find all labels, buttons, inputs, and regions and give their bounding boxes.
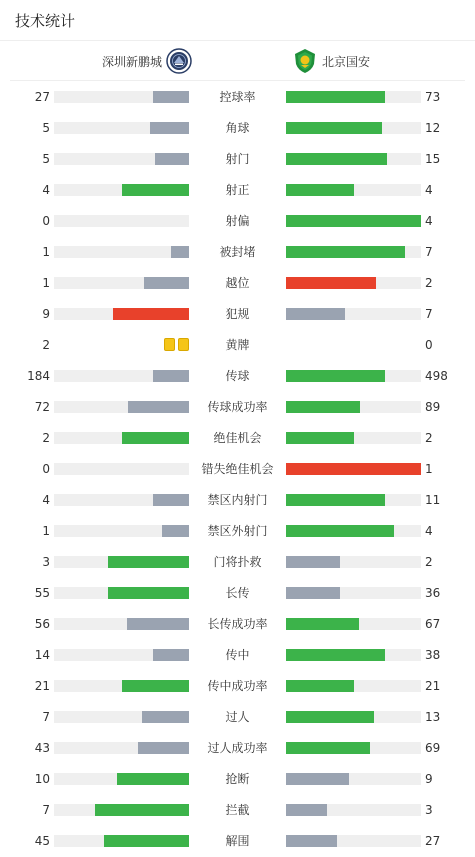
- away-stat-bar: [286, 277, 376, 289]
- away-stat-bar: [286, 122, 382, 134]
- home-stat-bar-track: [54, 91, 189, 103]
- stat-label: 长传: [225, 586, 250, 600]
- away-stat-bar-track: [286, 556, 421, 568]
- home-stat-bar-track: [54, 649, 189, 661]
- home-stat-bar: [117, 773, 189, 785]
- stat-row: [0, 764, 475, 795]
- stat-label: 控球率: [219, 90, 256, 104]
- away-stat-bar-track: [286, 773, 421, 785]
- home-stat-bar-track: [54, 618, 189, 630]
- yellow-card-icon: [178, 338, 189, 351]
- home-stat-bar-track: [54, 773, 189, 785]
- away-stat-bar-track: [286, 463, 421, 475]
- home-stat-bar: [171, 246, 189, 258]
- home-stat-value: 1: [42, 524, 50, 538]
- stat-label: 过人成功率: [207, 741, 268, 755]
- away-stat-bar: [286, 370, 385, 382]
- away-team-name: 北京国安: [322, 54, 371, 69]
- stat-label: 犯规: [225, 307, 250, 321]
- home-team-name: 深圳新鹏城: [101, 54, 162, 69]
- away-stat-bar-track: [286, 711, 421, 723]
- away-stat-value: 498: [425, 369, 448, 383]
- away-stat-value: 2: [425, 431, 433, 445]
- home-stat-bar-track: [54, 401, 189, 413]
- home-stat-bar: [144, 277, 189, 289]
- stat-row: [0, 237, 475, 268]
- stat-label: 解围: [225, 834, 250, 848]
- home-stat-bar-track: [54, 153, 189, 165]
- home-stat-bar: [162, 525, 189, 537]
- home-stat-bar-track: [54, 370, 189, 382]
- home-stat-bar: [128, 401, 189, 413]
- away-stat-bar-track: [286, 153, 421, 165]
- home-stat-bar-track: [54, 463, 189, 475]
- home-stat-bar: [95, 804, 190, 816]
- away-team[interactable]: [292, 48, 370, 74]
- home-stat-bar-track: [54, 432, 189, 444]
- away-stat-value: 13: [425, 710, 441, 724]
- away-stat-value: 89: [425, 400, 441, 414]
- home-stat-bar-track: [54, 215, 189, 227]
- stat-row: [0, 330, 475, 361]
- home-stat-value: 21: [34, 679, 50, 693]
- stat-label: 被封堵: [219, 245, 256, 259]
- home-stat-value: 7: [42, 803, 50, 817]
- away-stat-bar: [286, 494, 385, 506]
- stat-label: 过人: [225, 710, 250, 724]
- stat-row: [0, 671, 475, 702]
- away-stat-value: 2: [425, 555, 433, 569]
- stat-row: [0, 578, 475, 609]
- home-stat-bar: [127, 618, 189, 630]
- away-stat-bar: [286, 246, 405, 258]
- away-stat-value: 3: [425, 803, 433, 817]
- stat-row: [0, 826, 475, 857]
- home-stat-value: 5: [42, 152, 50, 166]
- home-team[interactable]: [102, 48, 192, 74]
- away-stat-bar: [286, 742, 370, 754]
- stat-row: [0, 485, 475, 516]
- home-stat-bar: [122, 680, 190, 692]
- stat-row: [0, 206, 475, 237]
- home-stat-bar-track: [54, 122, 189, 134]
- away-stat-bar: [286, 680, 354, 692]
- away-stat-bar: [286, 587, 340, 599]
- away-stat-value: 12: [425, 121, 441, 135]
- beijing-guoan-crest-icon: [292, 48, 318, 74]
- away-stat-value: 21: [425, 679, 441, 693]
- away-stat-bar: [286, 401, 360, 413]
- away-stat-bar-track: [286, 432, 421, 444]
- home-stat-value: 72: [34, 400, 50, 414]
- away-stat-bar-track: [286, 401, 421, 413]
- home-stat-bar: [153, 370, 189, 382]
- stat-row: [0, 423, 475, 454]
- away-stat-value: 7: [425, 307, 433, 321]
- home-stat-value: 4: [42, 493, 50, 507]
- away-stat-bar: [286, 773, 349, 785]
- stat-row: [0, 144, 475, 175]
- home-stat-value: 2: [42, 431, 50, 445]
- away-stat-bar: [286, 556, 340, 568]
- home-stat-bar-track: [54, 184, 189, 196]
- home-stat-bar-track: [54, 835, 189, 847]
- away-stat-value: 4: [425, 524, 433, 538]
- home-stat-bar: [122, 184, 190, 196]
- away-stat-value: 69: [425, 741, 441, 755]
- home-stat-bar-track: [54, 711, 189, 723]
- away-stat-value: 9: [425, 772, 433, 786]
- away-stat-bar: [286, 835, 337, 847]
- away-stat-bar-track: [286, 742, 421, 754]
- away-stat-value: 4: [425, 183, 433, 197]
- home-stat-bar: [113, 308, 189, 320]
- away-stat-bar: [286, 525, 394, 537]
- home-stat-bar: [138, 742, 189, 754]
- away-stat-value: 36: [425, 586, 441, 600]
- away-stat-value: 7: [425, 245, 433, 259]
- stat-row: [0, 609, 475, 640]
- home-stat-bar-track: [54, 742, 189, 754]
- stat-row: [0, 392, 475, 423]
- away-stat-bar: [286, 649, 385, 661]
- home-stat-value: 43: [34, 741, 50, 755]
- home-stat-value: 0: [42, 462, 50, 476]
- stat-label: 拦截: [225, 803, 250, 817]
- home-stat-bar-track: [54, 494, 189, 506]
- stat-label: 传球成功率: [207, 400, 268, 414]
- home-stat-bar: [108, 556, 189, 568]
- home-stat-value: 2: [42, 338, 50, 352]
- away-stat-bar-track: [286, 91, 421, 103]
- stat-row: [0, 299, 475, 330]
- home-stat-value: 1: [42, 276, 50, 290]
- stat-label: 射门: [225, 152, 250, 166]
- stat-label: 长传成功率: [207, 617, 268, 631]
- home-stat-bar-track: [54, 587, 189, 599]
- stat-row: [0, 702, 475, 733]
- home-stat-bar-track: [54, 525, 189, 537]
- home-stat-value: 56: [34, 617, 50, 631]
- home-stat-bar-track: [54, 277, 189, 289]
- away-stat-bar: [286, 91, 385, 103]
- stat-label: 禁区内射门: [207, 493, 268, 507]
- stat-label: 传球: [225, 369, 250, 383]
- home-stat-bar-track: [54, 246, 189, 258]
- home-stat-bar: [122, 432, 190, 444]
- stat-row: [0, 113, 475, 144]
- away-stat-bar-track: [286, 587, 421, 599]
- stat-label: 传中成功率: [207, 679, 268, 693]
- stat-label: 射偏: [225, 214, 250, 228]
- stats-list: [0, 82, 475, 857]
- away-stat-bar-track: [286, 804, 421, 816]
- home-stat-bar-track: [54, 308, 189, 320]
- away-stat-bar-track: [286, 308, 421, 320]
- away-stat-value: 38: [425, 648, 441, 662]
- stat-label: 传中: [225, 648, 250, 662]
- stat-label: 绝佳机会: [213, 431, 262, 445]
- stat-label: 门将扑救: [213, 555, 262, 569]
- page-title: 技术统计: [15, 11, 76, 30]
- away-stat-value: 1: [425, 462, 433, 476]
- away-stat-bar: [286, 711, 374, 723]
- stat-row: [0, 640, 475, 671]
- home-stat-value: 3: [42, 555, 50, 569]
- home-stat-value: 0: [42, 214, 50, 228]
- stat-row: [0, 454, 475, 485]
- away-stat-bar: [286, 432, 354, 444]
- away-stat-bar-track: [286, 525, 421, 537]
- home-stat-bar: [150, 122, 189, 134]
- home-stat-bar: [155, 153, 189, 165]
- stat-row: [0, 795, 475, 826]
- stat-label: 错失绝佳机会: [201, 462, 274, 476]
- away-stat-value: 67: [425, 617, 441, 631]
- home-stat-bar: [108, 587, 189, 599]
- away-stat-value: 4: [425, 214, 433, 228]
- home-stat-bar-track: [54, 804, 189, 816]
- home-stat-value: 7: [42, 710, 50, 724]
- home-stat-value: 1: [42, 245, 50, 259]
- stat-row: [0, 268, 475, 299]
- away-stat-value: 27: [425, 834, 441, 848]
- teams-header: [10, 41, 465, 81]
- home-stat-bar: [142, 711, 189, 723]
- away-stat-bar: [286, 215, 421, 227]
- shenzhen-crest-icon: [166, 48, 192, 74]
- stat-row: [0, 547, 475, 578]
- away-stat-bar-track: [286, 246, 421, 258]
- away-stat-bar-track: [286, 370, 421, 382]
- away-stat-bar-track: [286, 649, 421, 661]
- stat-label: 禁区外射门: [207, 524, 268, 538]
- stat-label: 射正: [225, 183, 250, 197]
- away-stat-bar: [286, 618, 359, 630]
- home-stat-bar-track: [54, 556, 189, 568]
- stat-label: 黄牌: [225, 338, 250, 352]
- away-stat-bar-track: [286, 122, 421, 134]
- away-stat-value: 11: [425, 493, 441, 507]
- stat-label: 角球: [225, 121, 250, 135]
- home-stat-value: 27: [34, 90, 50, 104]
- home-stat-bar-track: [54, 680, 189, 692]
- away-stat-bar: [286, 153, 387, 165]
- stat-row: [0, 361, 475, 392]
- stat-label: 抢断: [225, 772, 250, 786]
- home-stat-value: 10: [34, 772, 50, 786]
- home-stat-value: 184: [27, 369, 50, 383]
- stat-row: [0, 175, 475, 206]
- home-stat-value: 55: [34, 586, 50, 600]
- home-stat-bar: [153, 91, 189, 103]
- away-stat-bar-track: [286, 835, 421, 847]
- away-stat-bar: [286, 184, 354, 196]
- away-stat-value: 73: [425, 90, 441, 104]
- away-stat-bar-track: [286, 184, 421, 196]
- away-stat-value: 0: [425, 338, 433, 352]
- away-stat-bar: [286, 308, 345, 320]
- home-stat-value: 5: [42, 121, 50, 135]
- home-stat-value: 45: [34, 834, 50, 848]
- stat-row: [0, 82, 475, 113]
- away-stat-value: 2: [425, 276, 433, 290]
- home-stat-value: 9: [42, 307, 50, 321]
- home-stat-value: 4: [42, 183, 50, 197]
- home-stat-bar: [104, 835, 189, 847]
- away-stat-bar: [286, 804, 327, 816]
- home-stat-value: 14: [34, 648, 50, 662]
- home-stat-bar: [153, 494, 189, 506]
- away-stat-bar-track: [286, 277, 421, 289]
- stat-row: [0, 733, 475, 764]
- stat-label: 越位: [225, 276, 250, 290]
- page-header: [0, 0, 475, 41]
- home-stat-bar: [153, 649, 189, 661]
- away-stat-bar-track: [286, 680, 421, 692]
- away-stat-bar-track: [286, 215, 421, 227]
- stat-row: [0, 516, 475, 547]
- away-stat-value: 15: [425, 152, 441, 166]
- yellow-card-icon: [164, 338, 175, 351]
- away-stat-bar-track: [286, 494, 421, 506]
- away-stat-bar: [286, 463, 421, 475]
- home-yellow-cards: [164, 338, 189, 351]
- away-stat-bar-track: [286, 618, 421, 630]
